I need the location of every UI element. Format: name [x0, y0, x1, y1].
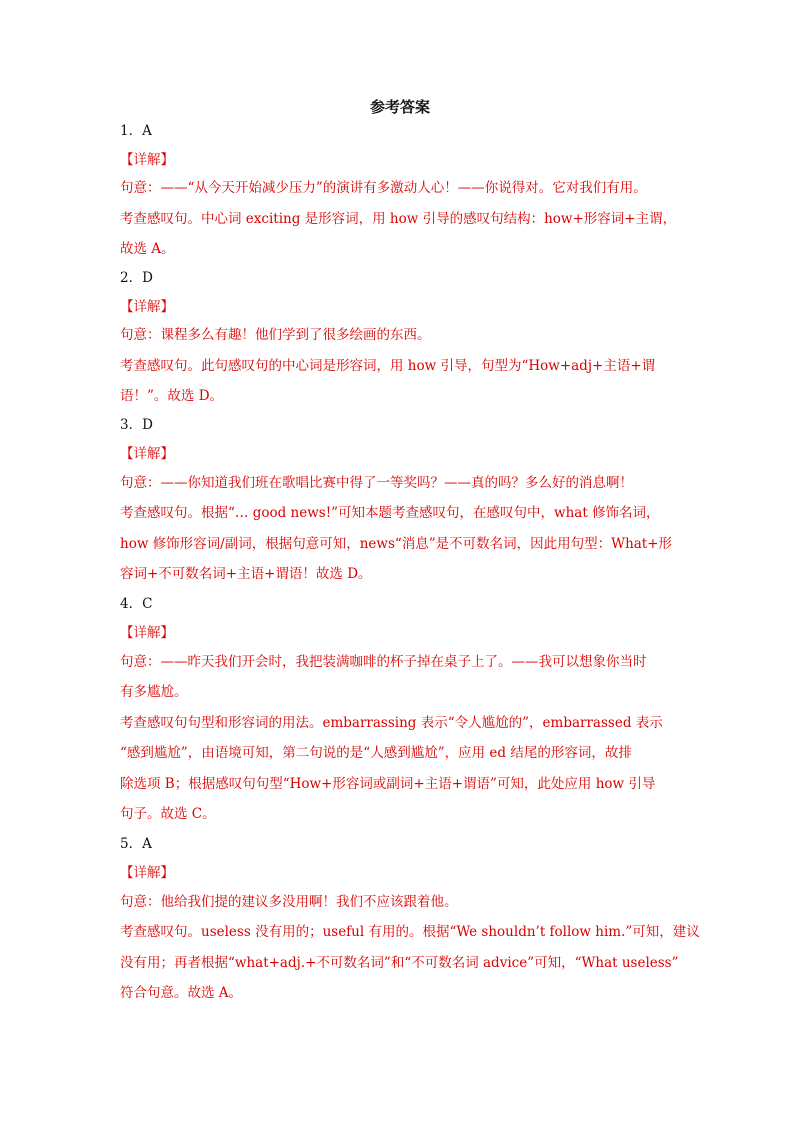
item-5-line-3: 没有用；再者根据“what+adj.+不可数名词”和“不可数名词 advice”可知，“What useless”	[120, 955, 679, 971]
item-3-number: 3．D	[120, 417, 153, 433]
item-4-line-1: 句意：——昨天我们开会时，我把装满咖啡的杯子掉在桌子上了。——我可以想象你当时	[120, 654, 647, 670]
item-4-line-2: 有多尴尬。	[120, 684, 188, 700]
item-2-line-2: 考查感叹句。此句感叹句的中心词是形容词，用 how 引导，句型为“How+adj+主语+谓	[120, 358, 656, 374]
item-1-line-1: 句意：——“从今天开始减少压力”的演讲有多激动人心！——你说得对。它对我们有用。	[120, 180, 647, 196]
item-5-line-1: 句意：他给我们提的建议多没用啊！我们不应该跟着他。	[120, 894, 458, 910]
item-4-line-6: 句子。故选 C。	[120, 806, 216, 822]
item-4-line-4: “感到尴尬”，由语境可知，第二句说的是“人感到尴尬”，应用 ed 结尾的形容词，故排	[120, 745, 632, 761]
item-3-line-4: 容词+不可数名词+主语+谓语！故选 D。	[120, 566, 372, 582]
item-4-line-3: 考查感叹句句型和形容词的用法。embarrassing 表示“令人尴尬的”，embarrassed 表示	[120, 715, 663, 731]
item-3-line-1: 句意：——你知道我们班在歌唱比赛中得了一等奖吗？——真的吗？多么好的消息啊！	[120, 475, 633, 491]
item-2-line-1: 句意：课程多么有趣！他们学到了很多绘画的东西。	[120, 327, 431, 343]
item-1-tag: 【详解】	[120, 152, 174, 168]
item-2-tag: 【详解】	[120, 299, 174, 315]
item-5-tag: 【详解】	[120, 865, 174, 881]
item-1-number: 1．A	[120, 123, 152, 139]
item-4-line-5: 除选项 B；根据感叹句句型“How+形容词或副词+主语+谓语”可知，此处应用 how 引导	[120, 776, 656, 792]
item-4-number: 4．C	[120, 596, 153, 612]
item-3-line-3: how 修饰形容词/副词，根据句意可知，news“消息”是不可数名词，因此用句型：What+形	[120, 536, 673, 552]
item-1-line-3: 故选 A。	[120, 241, 175, 257]
item-3-line-2: 考查感叹句。根据“… good news!”可知本题考查感叹句，在感叹句中，what 修饰名词，	[120, 505, 660, 521]
item-5-number: 5．A	[120, 836, 152, 852]
item-3-tag: 【详解】	[120, 446, 174, 462]
page-title: 参考答案	[369, 98, 430, 116]
item-4-tag: 【详解】	[120, 625, 174, 641]
item-2-number: 2．D	[120, 270, 153, 286]
item-5-line-4: 符合句意。故选 A。	[120, 985, 243, 1001]
item-2-line-3: 语！”。故选 D。	[120, 388, 224, 404]
item-5-line-2: 考查感叹句。useless 没有用的；useful 有用的。根据“We shouldn’t follow him.”可知，建议	[120, 924, 700, 940]
item-1-line-2: 考查感叹句。中心词 exciting 是形容词，用 how 引导的感叹句结构：how+形容词+主谓，	[120, 211, 677, 227]
